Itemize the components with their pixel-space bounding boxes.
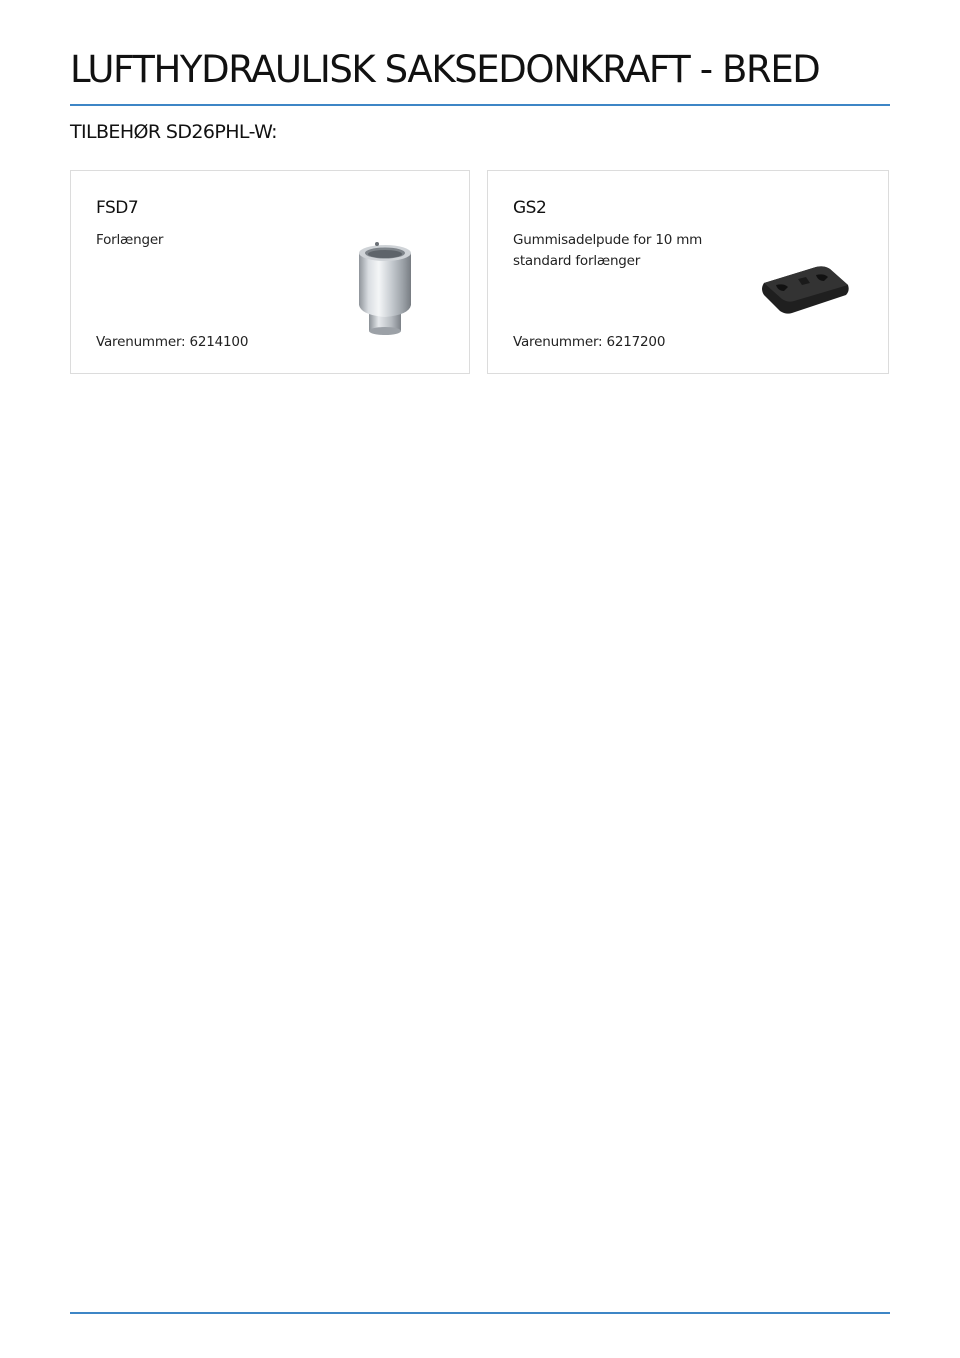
rubber-saddle-pad-icon bbox=[758, 261, 854, 325]
section-title: TILBEHØR SD26PHL-W: bbox=[70, 121, 277, 143]
product-description: Forlænger bbox=[96, 232, 164, 248]
product-description: Gummisadelpude for 10 mm standard forlænger bbox=[513, 232, 703, 269]
header-divider bbox=[70, 104, 890, 106]
product-card-fsd7[interactable] bbox=[70, 170, 470, 374]
product-card-gs2[interactable] bbox=[487, 170, 889, 374]
footer-divider bbox=[70, 1312, 890, 1314]
page-title: LUFTHYDRAULISK SAKSEDONKRAFT - BRED bbox=[70, 48, 820, 91]
extender-icon bbox=[349, 239, 421, 343]
product-code: GS2 bbox=[513, 198, 547, 218]
product-sku: Varenummer: 6217200 bbox=[513, 334, 666, 350]
product-code: FSD7 bbox=[96, 198, 139, 218]
product-sku: Varenummer: 6214100 bbox=[96, 334, 249, 350]
